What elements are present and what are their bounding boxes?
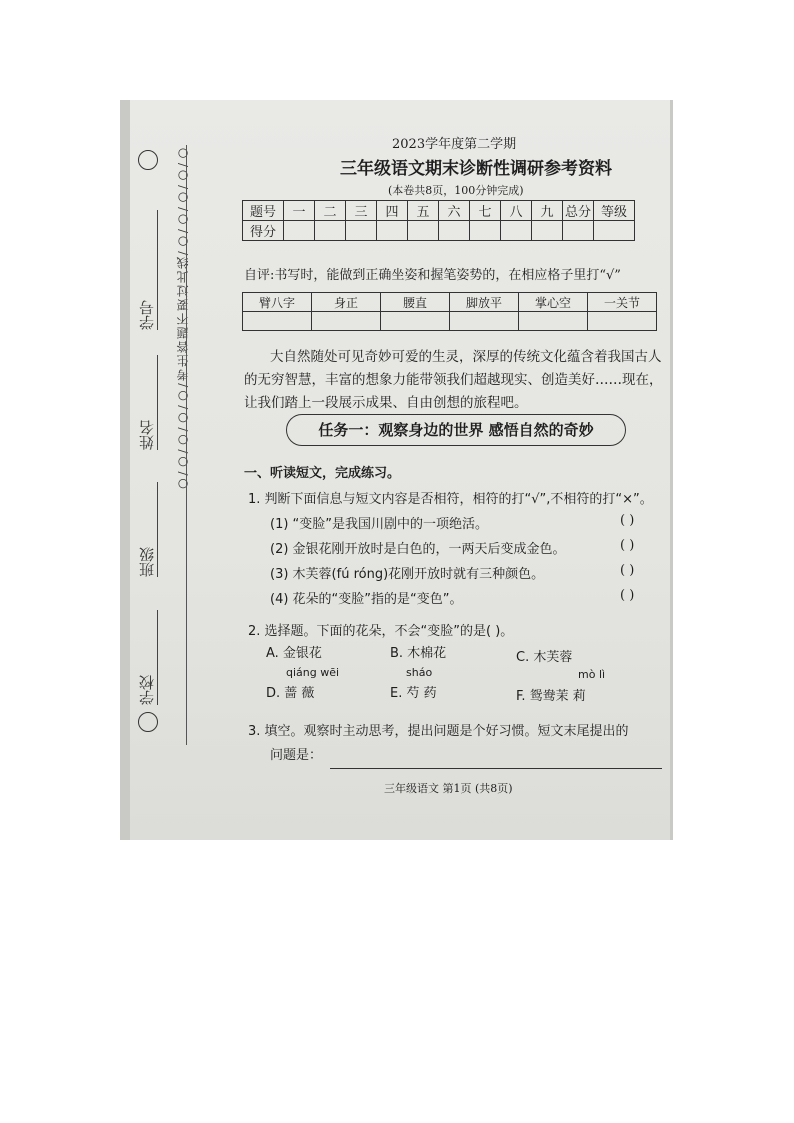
- score-input[interactable]: [470, 221, 501, 241]
- posture-check[interactable]: [381, 312, 450, 331]
- score-input[interactable]: [501, 221, 532, 241]
- score-cell: 得分: [243, 221, 284, 241]
- option-c[interactable]: C. 木芙蓉: [516, 650, 573, 665]
- posture-check[interactable]: [312, 312, 381, 331]
- class-label: 班级: [136, 482, 158, 577]
- pinyin-qiangwei: qiáng wēi: [286, 666, 340, 679]
- exam-year: 2023学年度第二学期: [392, 137, 517, 152]
- posture-cell: 臂八字: [243, 293, 312, 312]
- binding-hole: [138, 712, 158, 732]
- score-cell: 五: [408, 201, 439, 221]
- score-input[interactable]: [346, 221, 377, 241]
- option-a[interactable]: A. 金银花: [266, 646, 322, 661]
- seal-line: [186, 145, 187, 745]
- posture-check[interactable]: [519, 312, 588, 331]
- score-cell: 等级: [594, 201, 635, 221]
- binding-hole: [138, 150, 158, 170]
- exam-subtitle: (本卷共8页，100分钟完成): [388, 184, 524, 197]
- score-table: [242, 200, 635, 241]
- score-input[interactable]: [377, 221, 408, 241]
- score-input[interactable]: [594, 221, 635, 241]
- option-b[interactable]: B. 木棉花: [390, 646, 447, 661]
- score-input[interactable]: [563, 221, 594, 241]
- question-1-item: (1) “变脸”是我国川剧中的一项绝活。: [270, 517, 489, 532]
- score-cell: 二: [315, 201, 346, 221]
- posture-check[interactable]: [450, 312, 519, 331]
- posture-cell: 身正: [312, 293, 381, 312]
- pinyin-moli: mò lì: [578, 668, 606, 681]
- answer-blank[interactable]: ( ): [620, 513, 635, 528]
- score-cell: 九: [532, 201, 563, 221]
- score-input[interactable]: [532, 221, 563, 241]
- answer-blank[interactable]: ( ): [620, 563, 635, 578]
- score-input[interactable]: [315, 221, 346, 241]
- score-input[interactable]: [439, 221, 470, 241]
- posture-cell: 脚放平: [450, 293, 519, 312]
- score-cell: 一: [284, 201, 315, 221]
- section-heading: 一、听读短文，完成练习。: [244, 466, 401, 481]
- answer-line[interactable]: [330, 768, 662, 769]
- self-eval-text: 自评:书写时，能做到正确坐姿和握笔姿势的，在相应格子里打“√”: [244, 268, 621, 283]
- posture-cell: 掌心空: [519, 293, 588, 312]
- score-cell: 总分: [563, 201, 594, 221]
- seal-line-text: ○/○/○/○/○/考生答题不要过此线/○/○/○/○/○: [176, 145, 190, 492]
- score-cell: 题号: [243, 201, 284, 221]
- option-f[interactable]: F. 鸳鸯茉 莉: [516, 689, 586, 704]
- page-footer: 三年级语文 第1页 (共8页): [384, 782, 513, 795]
- task-banner: 任务一：观察身边的世界 感悟自然的奇妙: [286, 414, 626, 446]
- option-e[interactable]: E. 芍 药: [390, 686, 437, 701]
- posture-check[interactable]: [588, 312, 657, 331]
- question-1-prompt: 1. 判断下面信息与短文内容是否相符，相符的打“√”,不相符的打“×”。: [248, 492, 653, 507]
- question-3-prompt-cont: 问题是：: [270, 748, 323, 763]
- question-2-prompt: 2. 选择题。下面的花朵，不会“变脸”的是( )。: [248, 624, 514, 639]
- pinyin-shao: sháo: [406, 666, 433, 679]
- question-3-prompt: 3. 填空。观察时主动思考，提出问题是个好习惯。短文末尾提出的: [248, 724, 629, 739]
- score-input[interactable]: [408, 221, 439, 241]
- name-label: 姓名: [136, 355, 158, 450]
- answer-blank[interactable]: ( ): [620, 588, 635, 603]
- score-cell: 三: [346, 201, 377, 221]
- binding-margin: [130, 100, 200, 840]
- question-1-item: (2) 金银花刚开放时是白色的，一两天后变成金色。: [270, 542, 566, 557]
- photo-frame: [120, 100, 673, 840]
- score-cell: 八: [501, 201, 532, 221]
- student-id-label: 学号: [136, 210, 158, 330]
- option-d[interactable]: D. 蔷 薇: [266, 686, 315, 701]
- score-cell: 四: [377, 201, 408, 221]
- posture-cell: 一关节: [588, 293, 657, 312]
- answer-blank[interactable]: ( ): [620, 538, 635, 553]
- intro-paragraph: 大自然随处可见奇妙可爱的生灵，深厚的传统文化蕴含着我国古人的无穷智慧，丰富的想象力能带领我们超越现实、创造美好……现在，让我们踏上一段展示成果、自由创想的旅程吧。: [244, 349, 663, 411]
- score-cell: 七: [470, 201, 501, 221]
- posture-check[interactable]: [243, 312, 312, 331]
- posture-cell: 腰直: [381, 293, 450, 312]
- posture-table: [242, 292, 657, 331]
- exam-title: 三年级语文期末诊断性调研参考资料: [340, 159, 612, 179]
- score-cell: 六: [439, 201, 470, 221]
- question-1-item: (3) 木芙蓉(fú róng)花刚开放时就有三种颜色。: [270, 567, 545, 582]
- score-input[interactable]: [284, 221, 315, 241]
- exam-sheet: [130, 100, 670, 840]
- question-1-item: (4) 花朵的“变脸”指的是“变色”。: [270, 592, 463, 607]
- school-label: 学校: [136, 610, 158, 705]
